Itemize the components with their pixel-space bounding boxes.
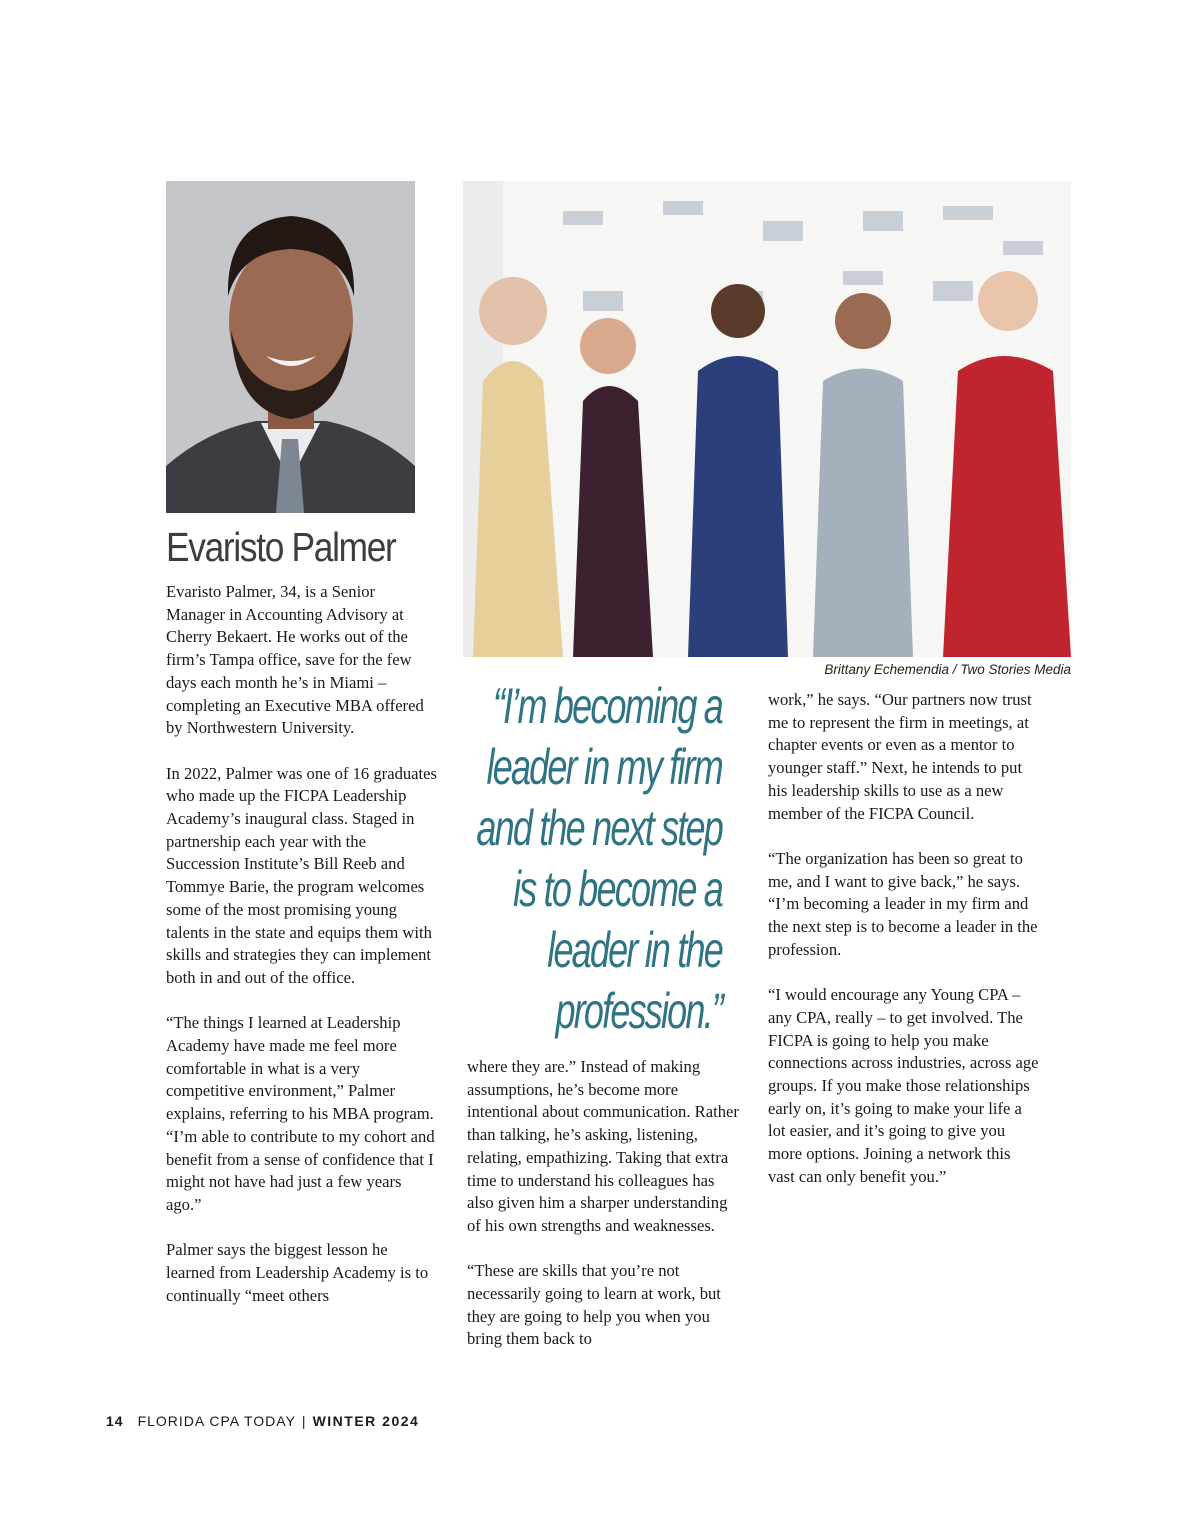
- profile-name: Evaristo Palmer: [166, 524, 396, 570]
- pull-quote: “I’m becoming a leader in my firm and the next step is to become a leader in the profession.”: [476, 678, 722, 1039]
- paragraph: where they are.” Instead of making assumptions, he’s become more intentional about communication. Rather than talking, he’s asking, listening, relating, empathizing. Taking that extra time to understand his colleagues has also given him a sharper understanding of his own strengths and weaknesses.: [467, 1057, 739, 1235]
- column-middle: [467, 1056, 739, 1374]
- photo-credit: Brittany Echemendia / Two Stories Media: [824, 662, 1071, 677]
- paragraph: “The things I learned at Leadership Academy have made me feel more comfortable in what is a very competitive environment,” Palmer explains, referring to his MBA program. “I’m able to contribute to my cohort and benefit from a sense of confidence that I might not have had just a few years ago.”: [166, 1013, 435, 1214]
- paragraph: In 2022, Palmer was one of 16 graduates who made up the FICPA Leadership Academy’s inaugural class. Staged in partnership each year with the Succession Institute’s Bill Reeb and Tommye Barie, the program welcomes some of the most promising young talents in the state and equips them with skills and strategies they can implement both in and out of the office.: [166, 763, 437, 987]
- paragraph: Evaristo Palmer, 34, is a Senior Manager in Accounting Advisory at Cherry Bekaert. He works out of the firm’s Tampa office, save for the few days each month he’s in Miami – completing an Executive MBA offered by Northwestern University.: [166, 582, 424, 738]
- paragraph: “The organization has been so great to me, and I want to give back,” he says. “I’m becoming a leader in my firm and the next step is to become a leader in the profession.: [768, 848, 1038, 959]
- footer-separator: |: [301, 1413, 307, 1429]
- paragraph: “These are skills that you’re not necessarily going to learn at work, but they are going to help you when you bring them back to: [467, 1261, 721, 1349]
- paragraph: “I would encourage any Young CPA – any CPA, really – to get involved. The FICPA is going to help you make connections across industries, across age groups. If you make those relationships early on, it’s going to make your life a lot easier, and it’s going to give you more options. Joining a network this vast can only benefit you.”: [768, 985, 1039, 1186]
- publication-name: FLORIDA CPA TODAY: [137, 1413, 296, 1429]
- issue-label: WINTER 2024: [312, 1413, 420, 1429]
- portrait-photo: [166, 181, 415, 513]
- column-left: [166, 581, 438, 1330]
- paragraph: Palmer says the biggest lesson he learned from Leadership Academy is to continually “meet others: [166, 1240, 429, 1305]
- page-number: 14: [106, 1413, 124, 1429]
- column-right: [768, 689, 1040, 1211]
- event-photo: [463, 181, 1071, 657]
- page-footer: [106, 1413, 419, 1429]
- paragraph: work,” he says. “Our partners now trust me to represent the firm in meetings, at chapter events or even as a mentor to younger staff.” Next, he intends to put his leadership skills to use as a new member of the FICPA Council.: [768, 690, 1032, 823]
